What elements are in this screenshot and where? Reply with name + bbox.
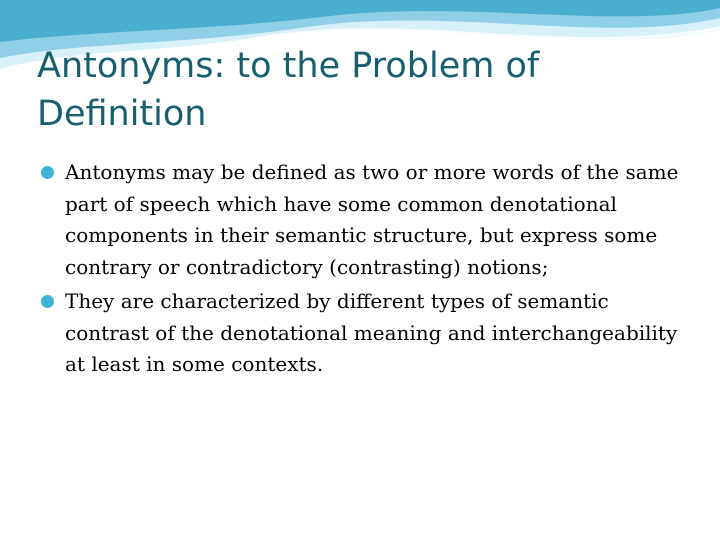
bullet-item (40, 157, 680, 283)
bullet-text: They are characterized by different types of semantic contrast of the denotational meaning and interchangeability at least in some contexts. (65, 289, 678, 376)
bullet-dot-icon (41, 166, 54, 179)
bullet-list (40, 157, 680, 384)
bullet-text: Antonyms may be defined as two or more words of the same part of speech which have some common denotational components in their semantic structure, but express some contrary or contradictory (contrasting) notions; (65, 160, 679, 279)
bullet-dot-icon (41, 295, 54, 308)
slide-title-line-2: Definition (37, 94, 207, 134)
bullet-item (40, 286, 680, 381)
slide-title-line-1: Antonyms: to the Problem of (37, 46, 540, 86)
slide-title (37, 42, 677, 138)
